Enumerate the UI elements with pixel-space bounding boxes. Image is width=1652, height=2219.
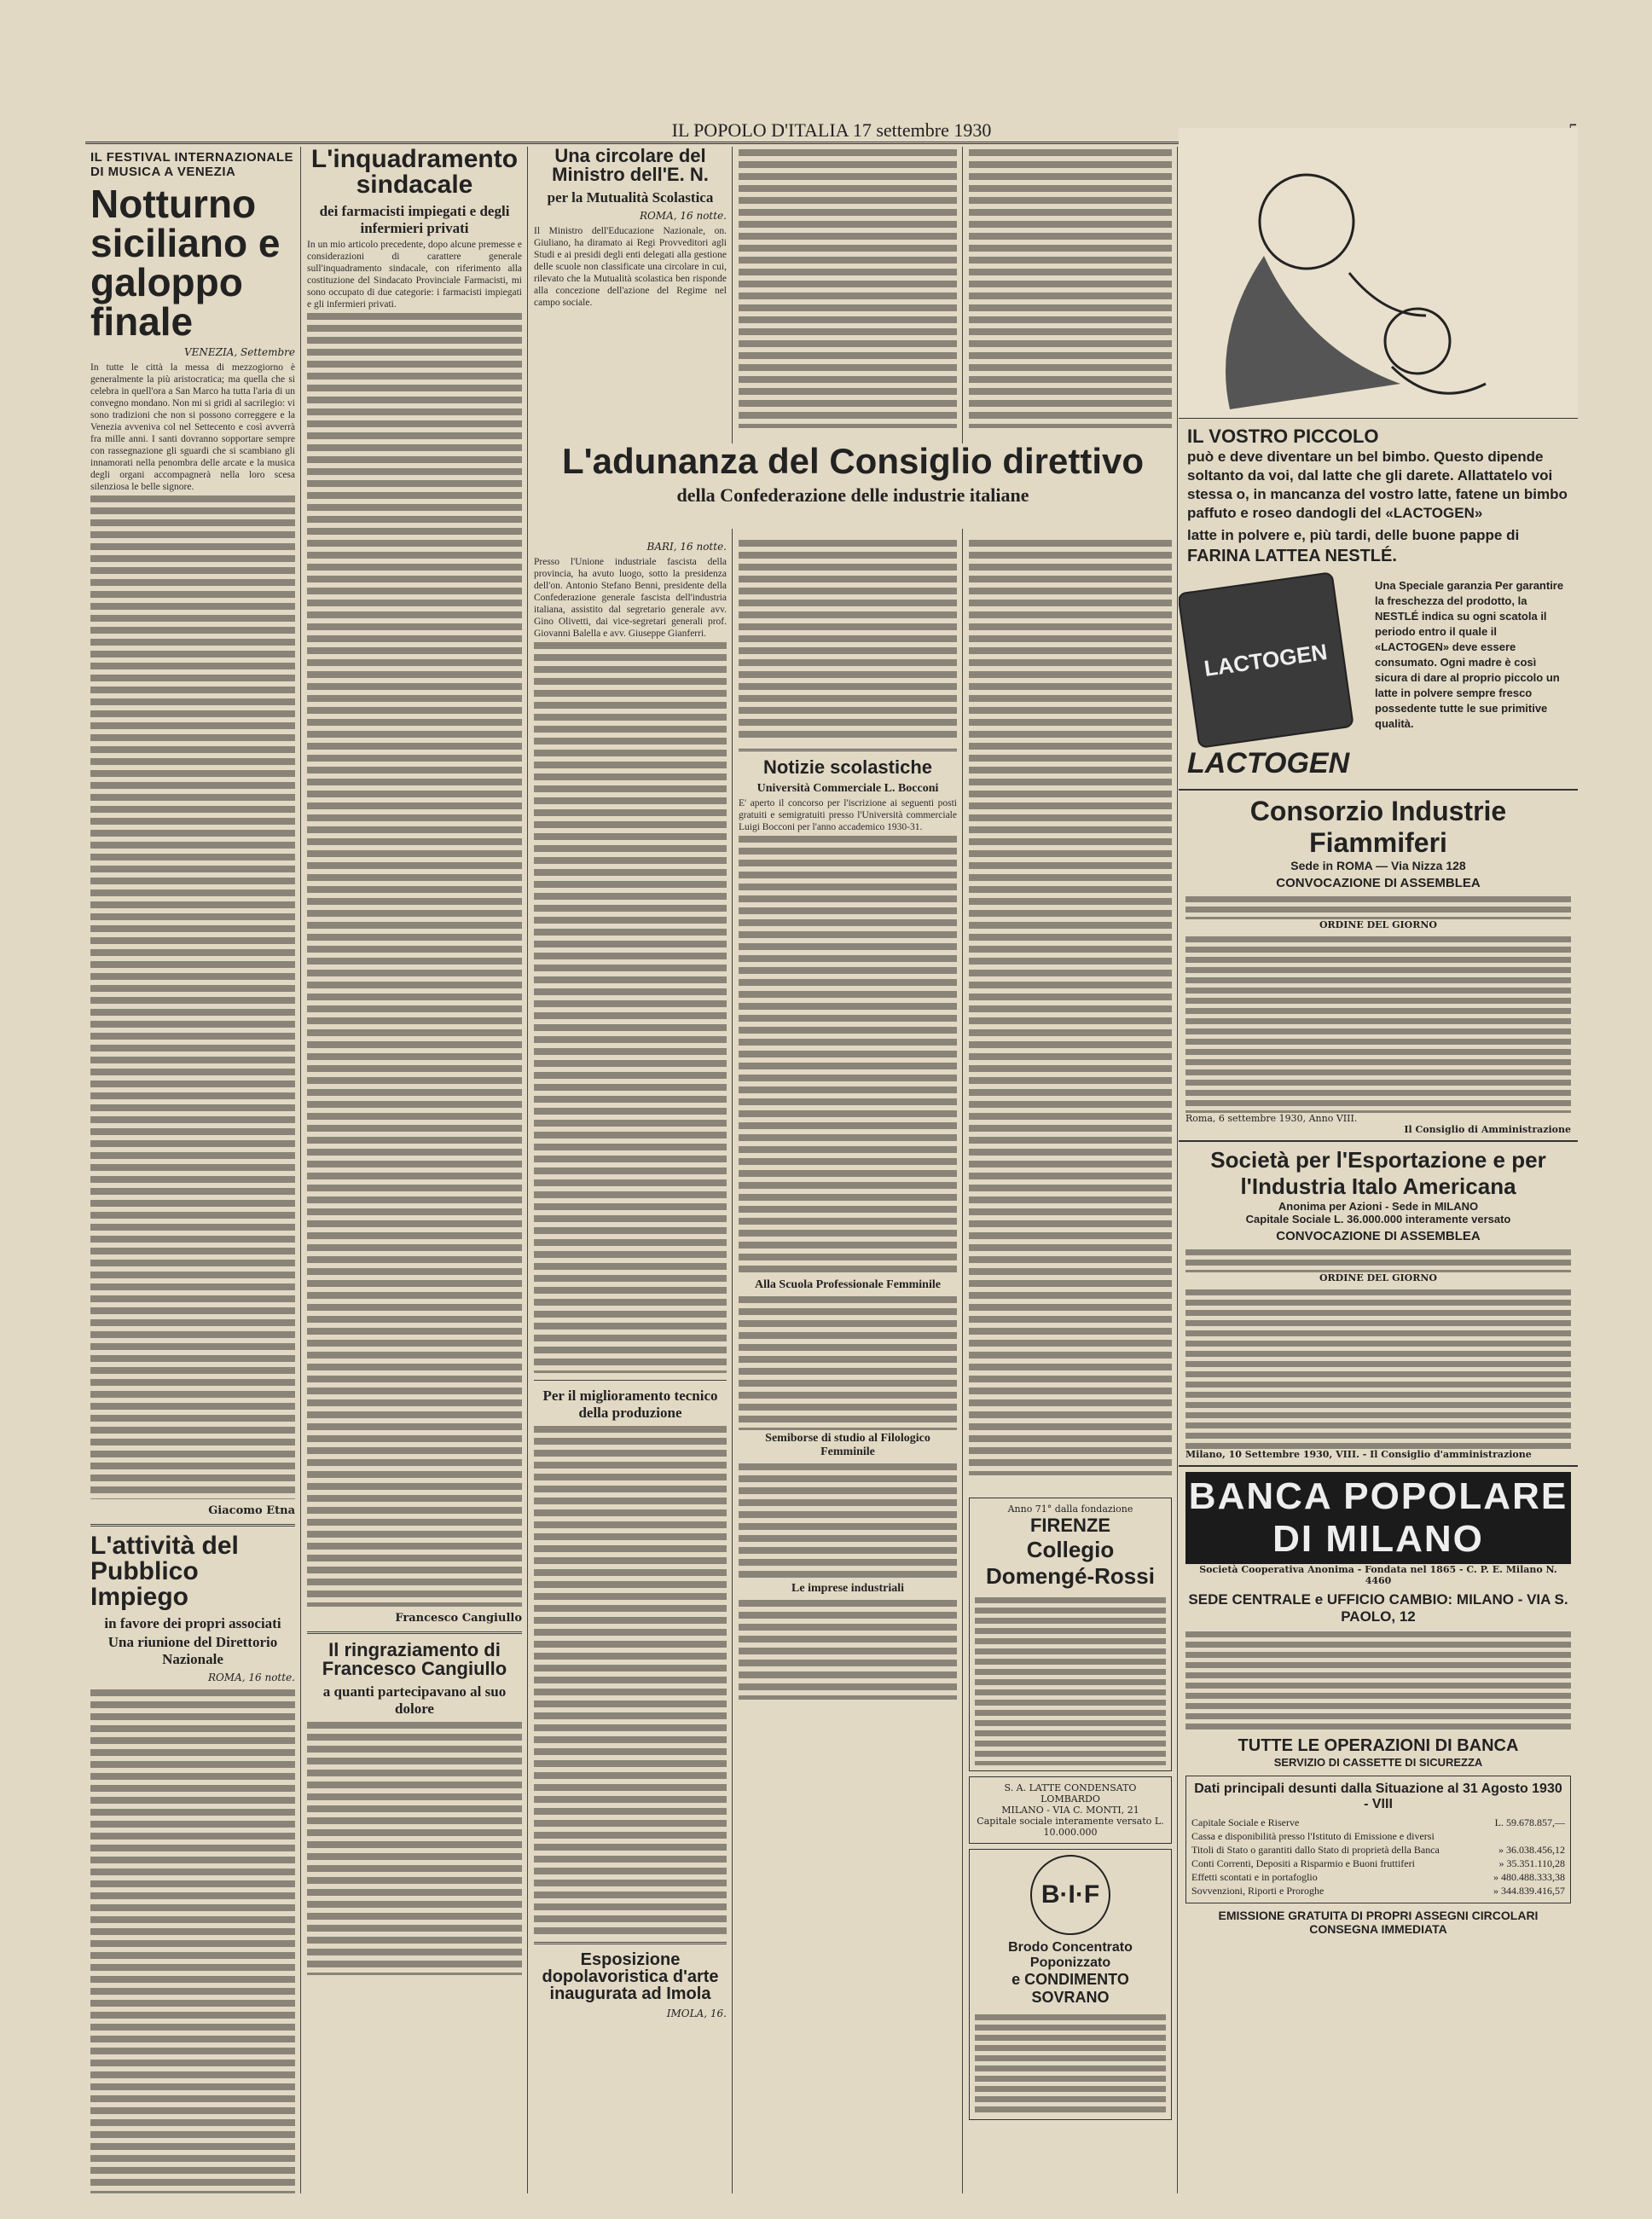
ad-fiammiferi-date: Roma, 6 settembre 1930, Anno VIII.: [1185, 1113, 1358, 1124]
ad-banca-data-title: Dati principali desunti dalla Situazione al 31 Agosto 1930 - VIII: [1194, 1782, 1562, 1811]
article-body: [534, 1423, 727, 1935]
article-body: [969, 147, 1172, 428]
article-body: In un mio articolo precedente, dopo alcune premesse e considerazioni di carattere generale sull'inquadramento sindacale, con riferimento alla costituzione del Sindacato Provinciale Farmacisti, mi sono occupato di due categorie: i farmacisti impiegati e gli infermieri privati.: [307, 240, 522, 310]
article-headline-cangiullo: Il ringraziamento di Francesco Cangiullo: [322, 1639, 507, 1679]
ad-italo-sign: Milano, 10 Settembre 1930, VIII. - Il Consiglio d'amministrazione: [1185, 1449, 1532, 1460]
article-dek: in favore dei propri associati: [104, 1615, 281, 1631]
ad-banca-popolare: [1179, 1467, 1578, 1941]
ad-italo-americana: [1179, 1142, 1578, 1467]
bank-data-label: Capitale Sociale e Riserve: [1191, 1816, 1300, 1828]
subhead-notizie-scolastiche: Notizie scolastiche: [762, 756, 933, 778]
ads-right-column: [1179, 128, 1578, 2192]
article-body: [739, 1597, 957, 1700]
bank-data-value: L. 59.678.857,—: [1494, 1816, 1565, 1828]
ad-body: [975, 2012, 1166, 2114]
feature-dek: della Confederazione delle industrie italiane: [676, 484, 1029, 506]
article-body: [739, 147, 957, 428]
bank-data-value: » 35.351.110,28: [1498, 1857, 1565, 1869]
article-kicker: IL FESTIVAL INTERNAZIONALE DI MUSICA A VENEZIA: [90, 150, 294, 179]
article-dek: per la Mutualità Scolastica: [547, 189, 714, 206]
ad-domenge-city: FIRENZE: [1029, 1515, 1111, 1536]
article-mutualita-continued: [733, 147, 962, 437]
subhead-semiborse: Semiborse di studio al Filologico Femminile: [765, 1432, 930, 1458]
article-byline: Francesco Cangiullo: [395, 1612, 522, 1625]
ad-fiammiferi-sub: Sede in ROMA — Via Nizza 128: [1290, 859, 1466, 872]
ad-body: [975, 1595, 1166, 1765]
article-body-continued: [307, 310, 522, 1607]
article-dek: Una riunione del Direttorio Nazionale: [107, 1634, 278, 1667]
article-body: [307, 1719, 522, 1975]
article-body: [739, 537, 957, 742]
feature-body: Presso l'Unione industriale fascista della provincia, ha avuto luogo, sotto la presidenza dell'on. Antonio Stefano Benni, presidente della Confederazione generale fascista dell'industria italiana, assistito dal segretario generale avv. Gino Olivetti, dai vice-segretari generali prof. Giovanni Balella e avv. Giuseppe Gianferri.: [534, 557, 727, 639]
mother-child-illustration: [1179, 128, 1578, 419]
ad-body: [1185, 1629, 1571, 1731]
ad-body: [1185, 934, 1571, 1113]
divider: [90, 1524, 295, 1527]
article-festival: [85, 147, 300, 2193]
ad-banca-ops-sub: SERVIZIO DI CASSETTE DI SICUREZZA: [1273, 1756, 1483, 1769]
lactogen-logo: LACTOGEN: [1202, 638, 1330, 681]
article-headline-imola: Esposizione dopolavoristica d'arte inaugurata ad Imola: [542, 1950, 719, 2003]
bank-data-label: Cassa e disponibilità presso l'Istituto di Emissione e diversi: [1191, 1830, 1435, 1842]
masthead-title: IL POPOLO D'ITALIA 17 settembre 1930: [671, 119, 992, 141]
ad-banca-sub: Società Cooperativa Anonima - Fondata nel 1865 - C. P. E. Milano N. 4460: [1199, 1564, 1557, 1586]
bank-data-label: Sovvenzioni, Riporti e Proroghe: [1191, 1885, 1324, 1897]
ad-italo-sub: Anonima per Azioni - Sede in MILANO: [1278, 1200, 1479, 1213]
ad-italo-title: Società per l'Esportazione e per l'Industria Italo Americana: [1210, 1147, 1546, 1199]
column-right-text: [964, 537, 1177, 1484]
ad-fiammiferi-sign: Il Consiglio di Amministrazione: [1404, 1124, 1571, 1135]
ad-domenge: [969, 1498, 1172, 1771]
ads-small-column: [964, 1492, 1177, 2192]
ad-lactogen: [1179, 128, 1578, 791]
article-body-continued: [739, 833, 957, 1277]
bank-data-value: » 344.839.416,57: [1493, 1885, 1565, 1897]
bank-data-row: [1191, 1816, 1565, 1829]
ad-fiammiferi-heading: CONVOCAZIONE DI ASSEMBLEA: [1276, 876, 1481, 890]
ad-latte-line3: Capitale sociale interamente versato L. 10.000.000: [977, 1816, 1164, 1838]
article-headline: Notturno siciliano e galoppo finale: [90, 182, 281, 344]
bank-data-value: » 480.488.333,38: [1493, 1871, 1565, 1883]
column-upper-right-text: [964, 147, 1177, 437]
article-body: [739, 1294, 957, 1430]
ad-banca-data-table: [1191, 1816, 1565, 1897]
ad-banca-data-box: [1185, 1776, 1571, 1903]
article-body: [90, 1687, 295, 2193]
ad-banca-footer1: EMISSIONE GRATUITA DI PROPRI ASSEGNI CIRCOLARI: [1218, 1909, 1539, 1922]
ad-latte-line1: S. A. LATTE CONDENSATO LOMBARDO: [1004, 1782, 1137, 1805]
divider: [534, 1942, 727, 1944]
subhead-miglioramento: Per il miglioramento tecnico della produzione: [542, 1388, 718, 1421]
bank-data-row: [1191, 1884, 1565, 1897]
ad-lactogen-guarantee: Una Speciale garanzia Per garantire la freschezza del prodotto, la NESTLÉ indica su ogni scatola il periodo entro il quale il «LACTOGEN» deve essere consumato. Ogni madre è così sicura di dare al proprio piccolo un latte in polvere sempre fresco possedente tutte le sue primitive qualità.: [1375, 579, 1564, 730]
feature-header: [529, 443, 1177, 529]
article-dateline: VENEZIA, Settembre: [183, 346, 295, 358]
ad-banca-title: BANCA POPOLARE DI MILANO: [1185, 1472, 1571, 1564]
ad-italo-agenda: ORDINE DEL GIORNO: [1319, 1272, 1438, 1283]
column-rule: [1177, 147, 1178, 2193]
ad-latte-line2: MILANO - VIA C. MONTI, 21: [1001, 1805, 1139, 1816]
divider: [739, 749, 957, 751]
ad-fiammiferi-agenda: ORDINE DEL GIORNO: [1319, 919, 1438, 930]
article-dek: a quanti partecipavano al suo dolore: [322, 1683, 507, 1717]
feature-headline: L'adunanza del Consiglio direttivo: [561, 443, 1145, 481]
article-dateline: IMOLA, 16.: [666, 2008, 727, 2019]
article-body: In tutte le città la messa di mezzogiorno è generalmente la più aristocratica; ma quella che si celebra in quell'ora a San Marco ha tutta l'aria di un convegno mondano. Non mi si gridi al sacrilegio: vi sono tradizioni che non si possono correggere e la Venezia avveniva col nel Settecento e così avverrà fra mille anni. I santi dovranno sopportare sempre con rassegnazione gli sguardi che si scambiano gli innamorati nella penombra delle arcate e la musica degli organi accompagnerà nella loro scesa silenziosa le belle signore.: [90, 362, 295, 492]
article-body: Il Ministro dell'Educazione Nazionale, on. Giuliano, ha diramato ai Regi Provveditori agli Studi e ai presidi degli enti delegati alla gestione delle scuole non classificate una circolare in cui, rilevato che la Mutualità scolastica ben risponde alla concezione dell'azione del Regime nel campo sociale.: [534, 226, 727, 308]
bank-data-row: [1191, 1857, 1565, 1870]
bank-data-label: Titoli di Stato o garantiti dallo Stato di proprietà della Banca: [1191, 1844, 1440, 1856]
subhead-imprese: Le imprese industriali: [791, 1582, 904, 1595]
article-body: [739, 1461, 957, 1580]
bif-logo-icon: B·I·F: [1030, 1855, 1110, 1935]
mother-child-icon: [1179, 128, 1578, 418]
ad-latte-condensato: [969, 1776, 1172, 1844]
ad-bif-line2: e CONDIMENTO SOVRANO: [1011, 1971, 1129, 2006]
bank-data-row: [1191, 1870, 1565, 1884]
article-headline-impiego: L'attività del Pubblico Impiego: [90, 1532, 239, 1611]
article-body: E' aperto il concorso per l'iscrizione ai seguenti posti gratuiti e semigratuiti presso l'Università commerciale Luigi Bocconi per l'anno accademico 1930-31.: [739, 798, 957, 832]
ad-banca-seat: SEDE CENTRALE e UFFICIO CAMBIO: MILANO - VIA S. PAOLO, 12: [1188, 1591, 1568, 1625]
ad-bif-line1: Brodo Concentrato Poponizzato: [1008, 1940, 1133, 1970]
divider: [534, 1380, 727, 1381]
ad-lactogen-slogan3: latte in polvere e, più tardi, delle buone pappe di: [1187, 527, 1520, 543]
subhead-bocconi: Università Commerciale L. Bocconi: [756, 782, 939, 795]
article-body: [969, 537, 1172, 1475]
article-dateline: ROMA, 16 notte.: [207, 1671, 295, 1683]
ad-fiammiferi-title: Consorzio Industrie Fiammiferi: [1249, 796, 1507, 858]
feature-dateline: BARI, 16 notte.: [646, 541, 727, 553]
article-byline: Giacomo Etna: [208, 1504, 295, 1517]
article-body-continued: [90, 493, 295, 1499]
ad-domenge-name: Collegio Domengé-Rossi: [986, 1537, 1155, 1589]
ad-italo-capital: Capitale Sociale L. 36.000.000 interamente versato: [1245, 1213, 1511, 1225]
ad-body: [1185, 1287, 1571, 1449]
ad-fiammiferi: [1179, 791, 1578, 1142]
ad-lactogen-slogan2: può e deve diventare un bel bimbo. Questo dipende soltanto da voi, dal latte che gli darete. Allattatelo voi stessa o, in mancanza del vostro latte, fatene un bimbo paffuto e roseo dandogli del «LACTOGEN»: [1187, 449, 1568, 521]
feature-body-continued: [534, 640, 727, 1373]
article-headline: Una circolare del Ministro dell'E. N.: [552, 147, 709, 185]
feature-body-col: [529, 537, 732, 2192]
bank-data-label: Effetti scontati e in portafoglio: [1191, 1871, 1318, 1883]
ad-banca-footer2: CONSEGNA IMMEDIATA: [1309, 1922, 1447, 1936]
column-notizie: [733, 537, 962, 2192]
ad-body: [1185, 894, 1571, 919]
ad-banca-ops: TUTTE LE OPERAZIONI DI BANCA: [1238, 1736, 1519, 1755]
ad-domenge-year: Anno 71° dalla fondazione: [1007, 1503, 1133, 1515]
bank-data-value: » 36.038.456,12: [1498, 1844, 1565, 1856]
bank-data-label: Conti Correnti, Depositi a Risparmio e Buoni fruttiferi: [1191, 1857, 1415, 1869]
ad-bif: [969, 1849, 1172, 2120]
lactogen-script-logo: LACTOGEN: [1187, 747, 1350, 779]
article-dek: dei farmacisti impiegati e degli infermieri privati: [319, 203, 510, 236]
ad-lactogen-brand: FARINA LATTEA NESTLÉ.: [1187, 547, 1397, 565]
article-farmacisti: [302, 147, 527, 2193]
subhead-scuola-femminile: Alla Scuola Professionale Femminile: [755, 1278, 941, 1291]
ad-italo-heading: CONVOCAZIONE DI ASSEMBLEA: [1276, 1229, 1481, 1243]
article-dateline: ROMA, 16 notte.: [639, 210, 727, 222]
lactogen-tin-icon: [1179, 571, 1354, 749]
column-rule: [300, 147, 301, 2193]
column-rule: [527, 147, 528, 2193]
divider: [307, 1631, 522, 1634]
article-headline: L'inquadramento sindacale: [310, 147, 519, 199]
bank-data-row: [1191, 1829, 1565, 1843]
ad-lactogen-slogan1: IL VOSTRO PICCOLO: [1187, 426, 1379, 447]
ad-body: [1185, 1247, 1571, 1272]
bank-data-row: [1191, 1843, 1565, 1857]
